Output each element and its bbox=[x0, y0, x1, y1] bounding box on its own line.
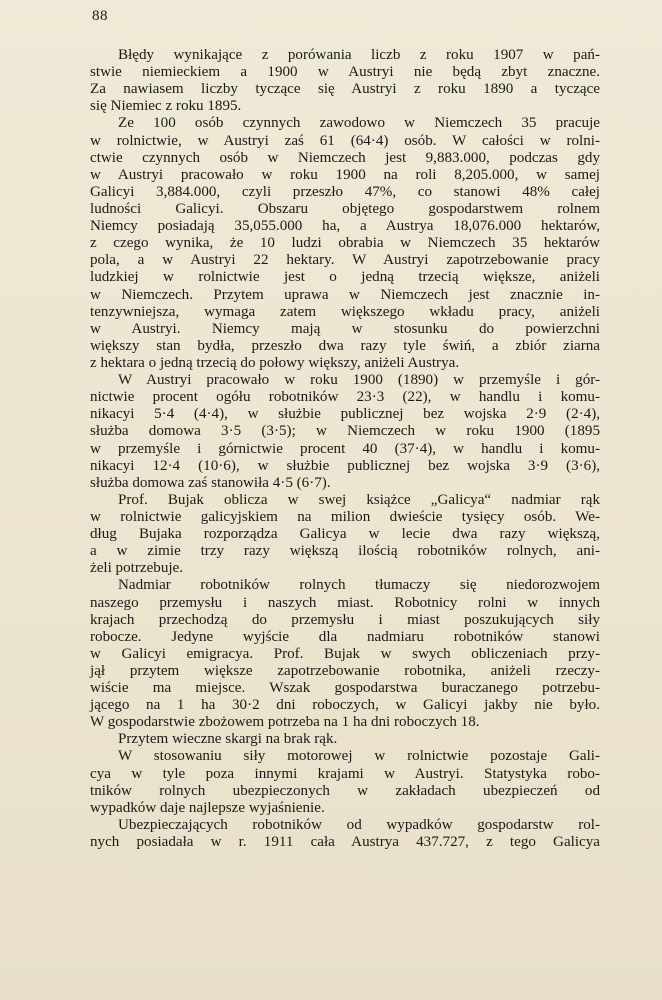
text-line: w Galicyi emigracya. Prof. Bujak w swych obliczeniach przy- bbox=[90, 645, 600, 662]
text-line: nikacyi 12·4 (10·6), w służbie publicznej bez wojska 3·9 (3·6), bbox=[90, 457, 600, 474]
text-line: Prof. Bujak oblicza w swej książce „Galicya“ nadmiar rąk bbox=[118, 491, 600, 508]
text-line: dług Bujaka rozporządza Galicya w lecie dwa razy większą, bbox=[90, 526, 600, 543]
text-line: cya w tyle poza innymi krajami w Austryi. Statystyka robo- bbox=[90, 765, 600, 782]
text-line: W gospodarstwie zbożowem potrzeba na 1 ha dni roboczych 18. bbox=[90, 714, 480, 731]
text-line: W Austryi pracowało w roku 1900 (1890) w przemyśle i gór- bbox=[118, 372, 600, 389]
text-line: w przemyśle i górnictwie procent 40 (37·4), w handlu i komu- bbox=[90, 440, 600, 457]
text-line: Za nawiasem liczby tyczące się Austryi z roku 1890 a tyczące bbox=[90, 81, 600, 98]
text-line: tenzywniejsza, wymaga zatem większego wkładu pracy, aniżeli bbox=[90, 303, 600, 320]
text-line: ctwie czynnych osób w Niemczech jest 9,883.000, podczas gdy bbox=[90, 149, 600, 166]
text-line: nych posiadała w r. 1911 cała Austrya 437.727, z tego Galicya bbox=[90, 834, 600, 851]
text-line: Nadmiar robotników rolnych tłumaczy się niedorozwojem bbox=[118, 577, 600, 594]
text-line: pola, a w Austryi 22 hektary. W Austryi zapotrzebowanie pracy bbox=[90, 252, 600, 269]
text-line: nikacyi 5·4 (4·4), w służbie publicznej bez wojska 2·9 (2·4), bbox=[90, 406, 600, 423]
text-line: w rolnictwie, w Austryi zaś 61 (64·4) osób. W całości w rolni- bbox=[90, 132, 600, 149]
text-line: naszego przemysłu i naszych miast. Robotnicy rolni w innych bbox=[90, 594, 600, 611]
text-line: a w zimie trzy razy większą ilością robotników rolnych, ani- bbox=[90, 543, 600, 560]
text-line: z czego wynika, że 10 ludzi obrabia w Niemczech 35 hektarów bbox=[90, 235, 600, 252]
text-line: ludzkiej w rolnictwie jest o jedną trzecią większe, aniżeli bbox=[90, 269, 600, 286]
text-line: wypadków daje najlepsze wyjaśnienie. bbox=[90, 799, 325, 816]
text-line: Ubezpieczających robotników od wypadków gospodarstw rol- bbox=[118, 816, 600, 833]
text-line: robocze. Jedyne wyjście dla nadmiaru robotników stanowi bbox=[90, 628, 600, 645]
text-line: ludności Galicyi. Obszaru objętego gospodarstwem rolnem bbox=[90, 200, 600, 217]
text-line: jął przytem większe zapotrzebowanie robotnika, aniżeli rzeczy- bbox=[90, 662, 600, 679]
text-line: się Niemiec z roku 1895. bbox=[90, 98, 242, 115]
text-line: z hektara o jedną trzecią do połowy większy, aniżeli Austrya. bbox=[90, 354, 460, 371]
text-line: wiście ma miejsce. Wszak gospodarstwa buraczanego potrzebu- bbox=[90, 680, 600, 697]
text-line: żeli potrzebuje. bbox=[90, 560, 184, 577]
text-line: nictwie procent ogółu robotników 23·3 (22), w handlu i komu- bbox=[90, 389, 600, 406]
text-line: Błędy wynikające z porówania liczb z roku 1907 w pań- bbox=[118, 47, 600, 63]
text-line: Galicyi 3,884.000, czyli przeszło 47%, co stanowi 48% całej bbox=[90, 183, 600, 200]
text-line: Niemcy posiadają 35,055.000 ha, a Austrya 18,076.000 hektarów, bbox=[90, 218, 600, 235]
body-text bbox=[90, 47, 600, 851]
text-line: służba domowa zaś stanowiła 4·5 (6·7). bbox=[90, 474, 331, 491]
page-number: 88 bbox=[92, 8, 108, 24]
text-line: w Austryi. Niemcy mają w stosunku do powierzchni bbox=[90, 320, 600, 337]
text-line: tników rolnych ubezpieczonych w zakładach ubezpieczeń od bbox=[90, 782, 600, 799]
text-line: Ze 100 osób czynnych zawodowo w Niemczech 35 pracuje bbox=[118, 115, 600, 132]
text-line: w Niemczech. Przytem uprawa w Niemczech jest znacznie in- bbox=[90, 286, 600, 303]
text-line: jącego na 1 ha 30·2 dni roboczych, w Galicyi jakby nie było. bbox=[90, 697, 600, 714]
text-line: krajach przechodzą do przemysłu i miast poszukujących siły bbox=[90, 611, 600, 628]
text-line: służba domowa 3·5 (3·5); w Niemczech w roku 1900 (1895 bbox=[90, 423, 600, 440]
text-line: Przytem wieczne skargi na brak rąk. bbox=[118, 731, 338, 748]
text-line: stwie niemieckiem a 1900 w Austryi nie będą zbyt znaczne. bbox=[90, 64, 600, 81]
text-line: w rolnictwie galicyjskiem na milion dwieście tysięcy osób. We- bbox=[90, 508, 600, 525]
text-line: W stosowaniu siły motorowej w rolnictwie pozostaje Gali- bbox=[118, 748, 600, 765]
text-line: w Austryi pracowało w roku 1900 na roli 8,205.000, w samej bbox=[90, 166, 600, 183]
text-line: większy stan bydła, przeszło dwa razy tyle świń, a zbiór ziarna bbox=[90, 337, 600, 354]
